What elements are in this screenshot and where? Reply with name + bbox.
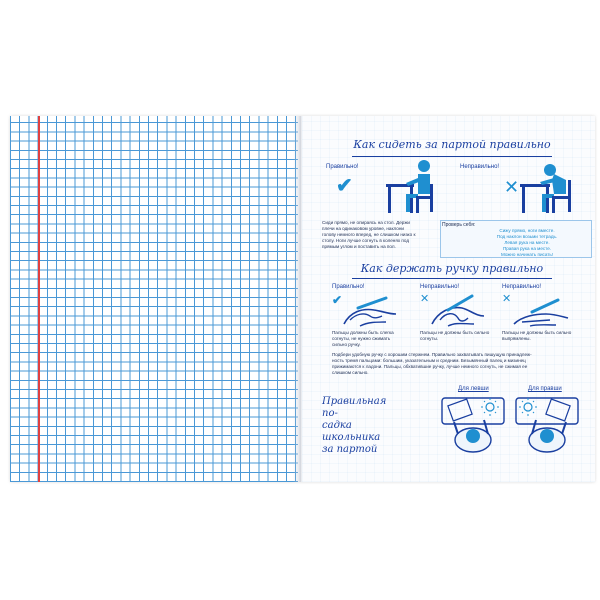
posture-title-line: за партой (322, 444, 378, 455)
posture-title-line: садка школьника (322, 420, 381, 443)
margin-line (38, 116, 40, 482)
correct-sitting-icon (386, 156, 446, 216)
posture-left-icon (440, 396, 506, 456)
sitting-text-line: прямым углом и поставить на пол. (322, 244, 396, 249)
self-check-item: Правая рука на месте. (502, 246, 552, 251)
title-sitting: Как сидеть за партой правильно (353, 138, 551, 151)
incorrect-label: Неправильно! (460, 164, 500, 170)
pen-incorrect-text-2 (502, 330, 582, 342)
incorrect-sitting-icon (520, 156, 582, 216)
pen-incorrect-label-1: Неправильно! (420, 284, 460, 290)
cross-icon: ✕ (502, 293, 512, 305)
pen-correct-text (332, 330, 412, 348)
self-check-item: Сижу прямо, ноги вместе. (499, 228, 555, 233)
notebook-spread (10, 116, 595, 482)
pen-paragraph-line: Подбери удобную ручку с хорошим стержнем. Правильно захватывать пишущую принадлеж- (332, 352, 532, 357)
self-check-item: Можно начинать писать! (500, 252, 554, 257)
pen-incorrect-label-2: Неправильно! (502, 284, 542, 290)
sitting-text-line: столу. Ноги лучше согнуть в коленях под (322, 238, 410, 243)
sitting-text (322, 220, 438, 250)
check-icon: ✔ (336, 175, 353, 197)
self-check-title: Проверь себя: (442, 222, 476, 228)
title-pen: Как держать ручку правильно (360, 262, 544, 275)
pen-text-line: Пальцы не должны быть сильно (502, 330, 572, 335)
pen-paragraph-line: прижимаются к ладони. Пальцы, обхватившие ручку, лучше немного согнуть, не сжимая ее (332, 364, 528, 369)
pen-paragraph-line: слишком сильно. (332, 370, 369, 375)
sitting-text-line: голову немного вперед, не слишком низко к (322, 232, 416, 237)
pen-paragraph-line: ность тремя пальцами: большим, указательным и средним. Безымянный палец и мизинец (332, 358, 526, 363)
pen-text-line: Пальцы не должны быть сильно (420, 330, 490, 335)
cross-icon: ✕ (420, 293, 430, 305)
pen-incorrect-text-1 (420, 330, 500, 342)
posture-title (322, 396, 402, 456)
posture-right-icon (514, 396, 580, 456)
left-hand-label: Для левши (458, 386, 489, 392)
info-page (302, 116, 595, 482)
correct-label: Правильно! (326, 164, 359, 170)
pen-correct-label: Правильно! (332, 284, 365, 290)
right-hand-label: Для правши (528, 386, 562, 392)
posture-title-line: Правильная по- (322, 396, 387, 419)
cross-icon: ✕ (504, 177, 520, 197)
sitting-text-line: Сиди прямо, не опираясь на стол. Держи (322, 220, 410, 225)
self-check-item: Под наклон возьми тетрадь. (496, 234, 558, 239)
pen-text-line: выпрямлены. (502, 336, 531, 341)
sitting-text-line: плечи на одинаковом уровне, наклони (322, 226, 404, 231)
hand-pen-bent-icon (428, 294, 492, 328)
self-check-list (464, 228, 590, 258)
hand-pen-straight-icon (510, 294, 574, 328)
title-underline (352, 278, 552, 279)
pen-text-line: согнуты. (420, 336, 439, 341)
pen-text-line: согнуты, не нужно сжимать (332, 336, 391, 341)
grid-page (10, 116, 298, 482)
hand-pen-correct-icon (340, 294, 404, 328)
self-check-item: Левая рука на месте. (504, 240, 550, 245)
pen-text-line: Пальцы должны быть слегка (332, 330, 394, 335)
pen-text-line: сильно ручку. (332, 342, 361, 347)
pen-paragraph (332, 352, 584, 376)
check-icon: ✔ (332, 293, 343, 307)
